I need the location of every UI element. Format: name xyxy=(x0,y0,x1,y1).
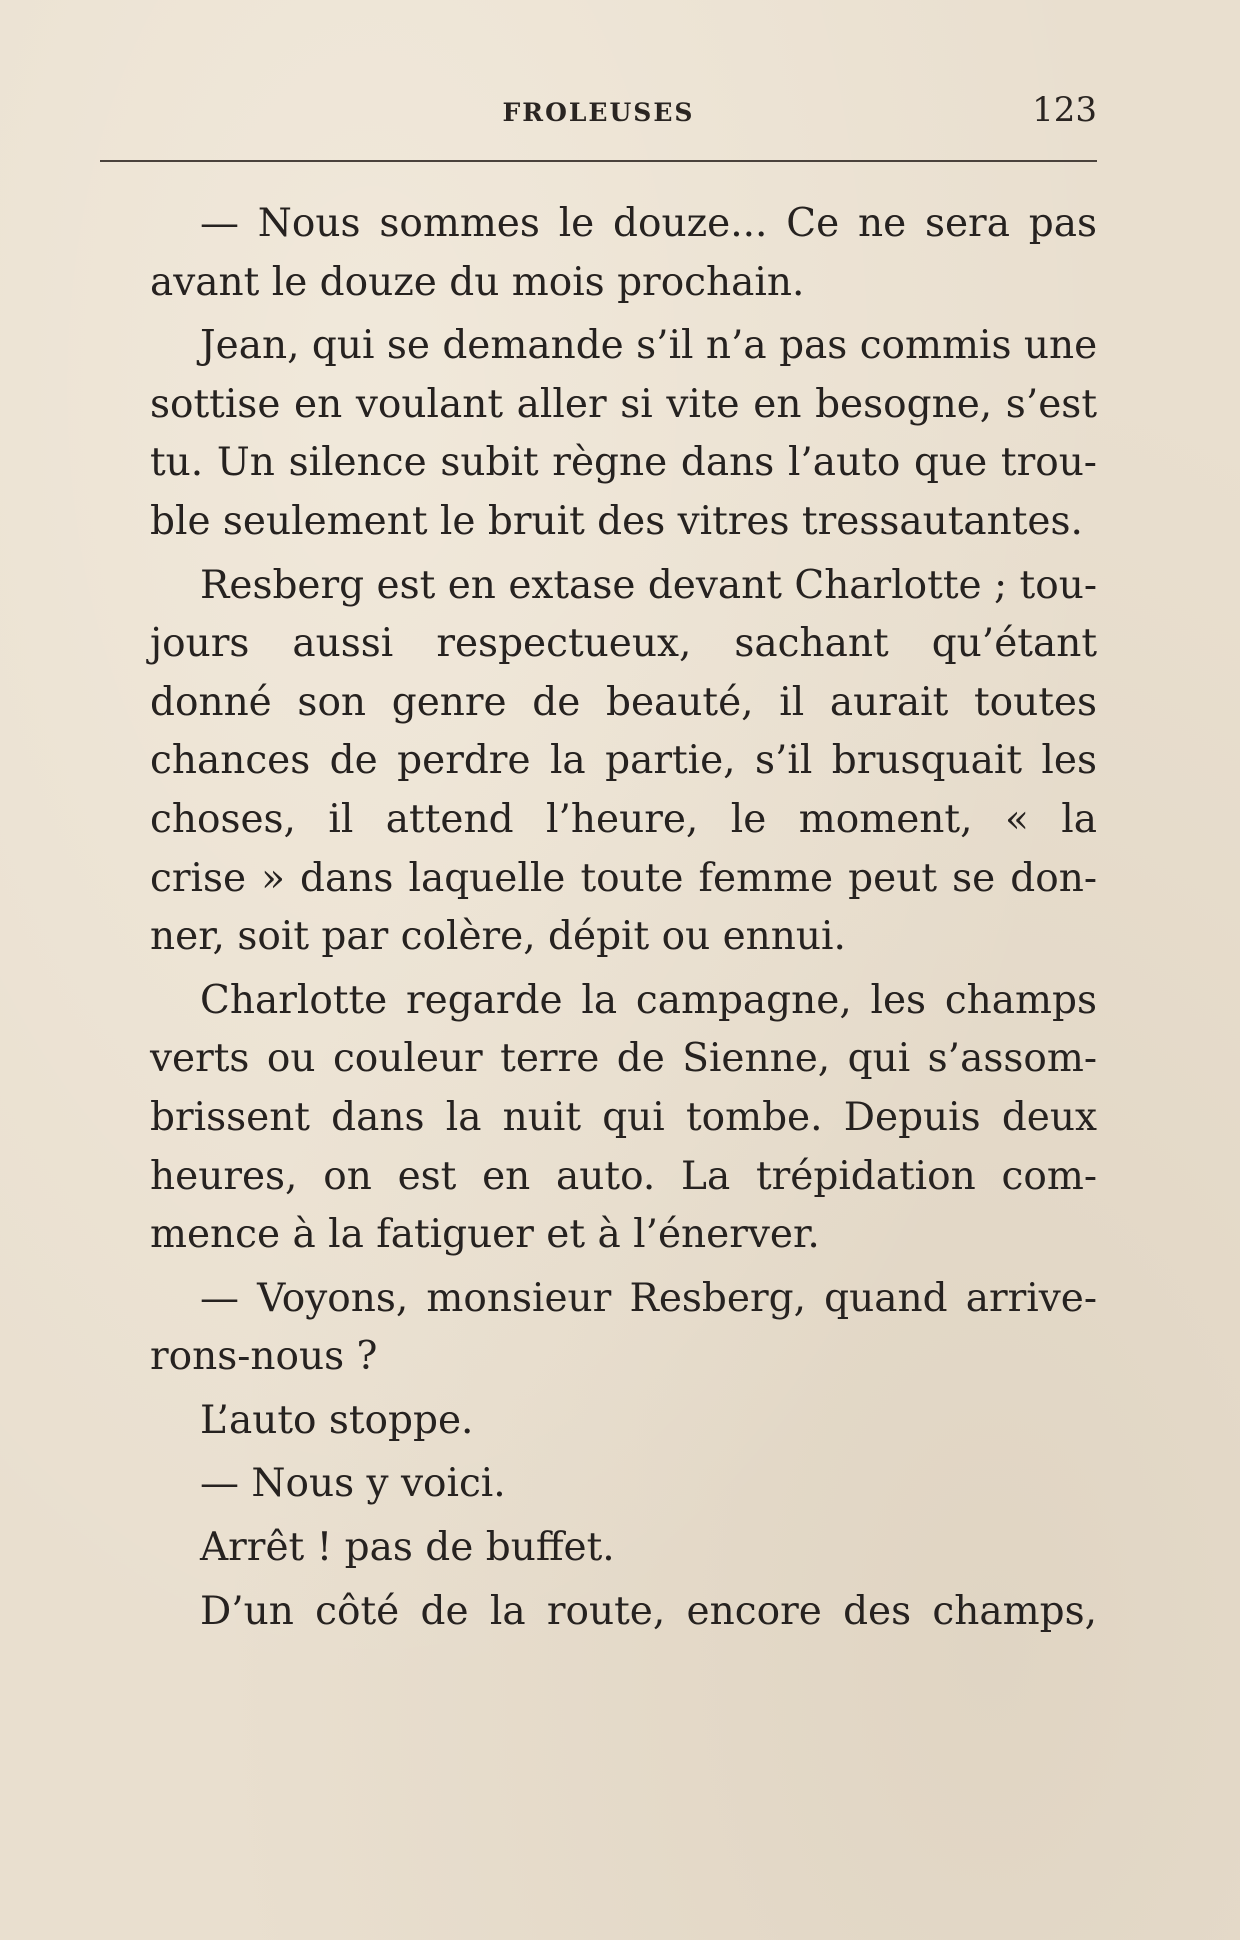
text-line: donné son genre de beauté, il aurait toutes xyxy=(150,679,1097,725)
paragraph xyxy=(100,1583,1097,1642)
paragraph xyxy=(100,557,1097,967)
text-line: crise » dans laquelle toute femme peut se don- xyxy=(150,855,1097,901)
paragraph xyxy=(100,1392,1097,1451)
text-line: Jean, qui se demande s’il n’a pas commis une xyxy=(200,323,1098,369)
text-line: Resberg est en extase devant Charlotte ; tou- xyxy=(200,562,1097,608)
text-line: mence à la fatiguer et à l’énerver. xyxy=(150,1212,820,1258)
text-line: jours aussi respectueux, sachant qu’étant xyxy=(150,621,1097,667)
text-line: heures, on est en auto. La trépidation com- xyxy=(150,1153,1097,1199)
header-rule xyxy=(100,160,1097,162)
running-head xyxy=(100,88,1097,138)
text-line: L’auto stoppe. xyxy=(200,1397,474,1443)
paragraph xyxy=(100,1270,1097,1387)
text-line: D’un côté de la route, encore des champs, xyxy=(200,1588,1097,1634)
text-line: chances de perdre la partie, s’il brusquait les xyxy=(150,738,1097,784)
body-text xyxy=(100,195,1097,1646)
text-line: Charlotte regarde la campagne, les champs xyxy=(200,977,1097,1023)
paragraph xyxy=(100,1455,1097,1514)
text-line: choses, il attend l’heure, le moment, « la xyxy=(150,796,1097,842)
running-title: FROLEUSES xyxy=(502,98,695,127)
text-line: rons-nous ? xyxy=(150,1334,378,1380)
page-number: 123 xyxy=(1032,90,1097,130)
text-line: tu. Un silence subit règne dans l’auto que trou- xyxy=(150,440,1097,486)
text-line: — Nous y voici. xyxy=(200,1461,506,1507)
text-line: — Nous sommes le douze... Ce ne sera pas xyxy=(200,201,1097,246)
text-line: ner, soit par colère, dépit ou ennui. xyxy=(150,914,846,960)
text-line: — Voyons, monsieur Resberg, quand arrive- xyxy=(200,1275,1097,1321)
paragraph xyxy=(100,317,1097,551)
text-line: brissent dans la nuit qui tombe. Depuis deux xyxy=(150,1094,1097,1140)
text-line: ble seulement le bruit des vitres tressautantes. xyxy=(150,498,1083,544)
text-line: Arrêt ! pas de buffet. xyxy=(200,1525,615,1571)
text-line: avant le douze du mois prochain. xyxy=(150,259,805,305)
paragraph xyxy=(100,1519,1097,1578)
text-line: sottise en voulant aller si vite en besogne, s’est xyxy=(150,381,1097,427)
paragraph xyxy=(100,195,1097,312)
paragraph xyxy=(100,972,1097,1265)
text-line: verts ou couleur terre de Sienne, qui s’assom- xyxy=(150,1036,1097,1082)
